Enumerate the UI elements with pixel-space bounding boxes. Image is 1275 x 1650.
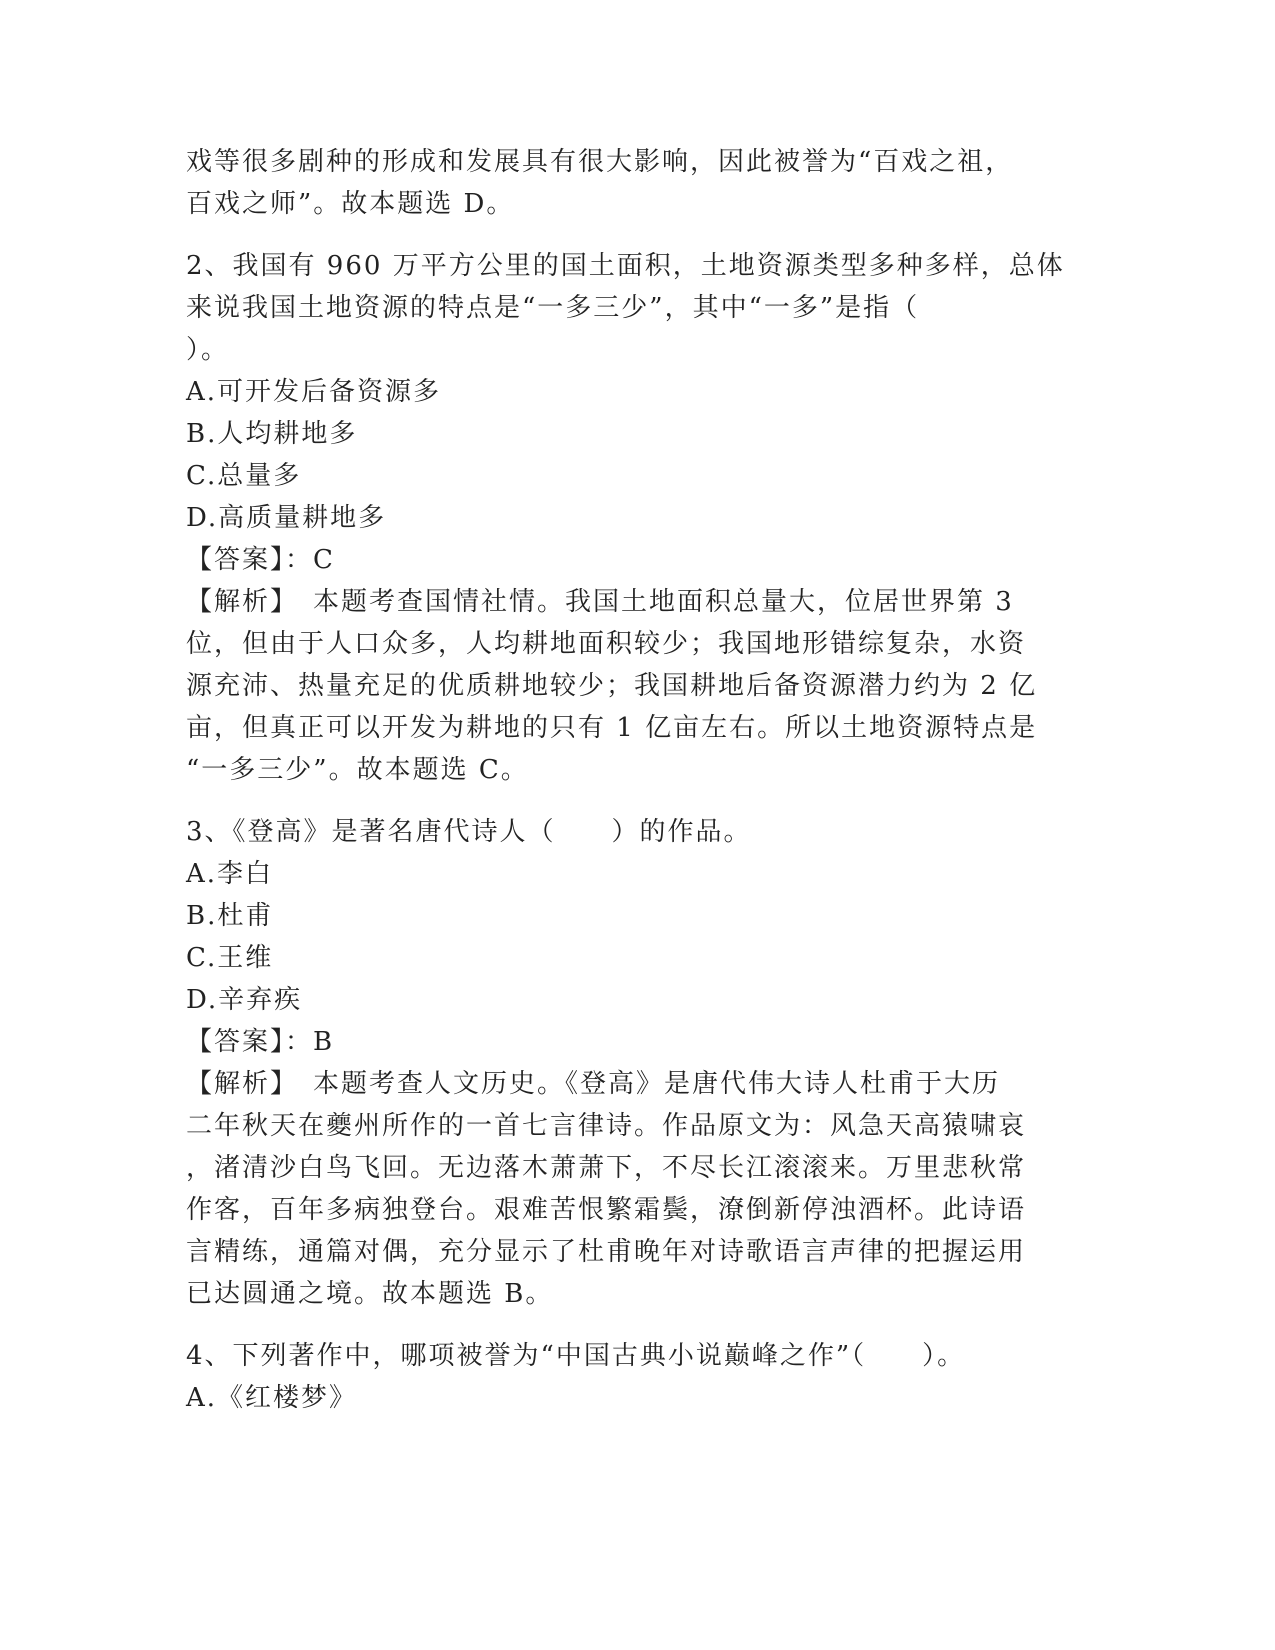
option-b: B.杜甫: [186, 901, 274, 931]
question-2-stem: 来说我国土地资源的特点是“一多三少”，其中“一多”是指（: [186, 293, 920, 323]
question-2-stem: 2、我国有 960 万平方公里的国土面积，土地资源类型多种多样，总体: [186, 251, 1065, 281]
explanation-line: 二年秋天在夔州所作的一首七言律诗。作品原文为：风急天高猿啸哀: [186, 1111, 1027, 1141]
explanation-line: 作客，百年多病独登台。艰难苦恨繁霜鬓，潦倒新停浊酒杯。此诗语: [186, 1195, 1027, 1225]
option-a: A.李白: [186, 859, 274, 889]
question-3-stem: 3、《登高》是著名唐代诗人（ ）的作品。: [186, 817, 752, 847]
option-b: B.人均耕地多: [186, 419, 358, 449]
option-a: A.《红楼梦》: [186, 1383, 358, 1413]
question-4-stem: 4、下列著作中，哪项被誉为“中国古典小说巅峰之作”（ ）。: [186, 1341, 966, 1371]
explanation-line: ，渚清沙白鸟飞回。无边落木萧萧下，不尽长江滚滚来。万里悲秋常: [186, 1153, 1027, 1183]
question-2-stem: ）。: [186, 335, 230, 365]
explanation-line: 亩，但真正可以开发为耕地的只有 1 亿亩左右。所以土地资源特点是: [186, 713, 1038, 743]
explanation-line: 已达圆通之境。故本题选 B。: [186, 1279, 554, 1309]
explanation-line: 【解析】 本题考查国情社情。我国土地面积总量大，位居世界第 3: [186, 587, 1014, 617]
text-line: 戏等很多剧种的形成和发展具有很大影响，因此被誉为“百戏之祖，: [186, 147, 1014, 177]
answer-line: 【答案】：C: [186, 545, 335, 575]
explanation-line: “一多三少”。故本题选 C。: [186, 755, 529, 785]
option-d: D.高质量耕地多: [186, 503, 387, 533]
text-line: 百戏之师”。故本题选 D。: [186, 189, 515, 219]
option-c: C.总量多: [186, 461, 302, 491]
explanation-line: 言精练，通篇对偶，充分显示了杜甫晚年对诗歌语言声律的把握运用: [186, 1237, 1027, 1267]
option-c: C.王维: [186, 943, 274, 973]
explanation-line: 源充沛、热量充足的优质耕地较少；我国耕地后备资源潜力约为 2 亿: [186, 671, 1038, 701]
explanation-line: 位，但由于人口众多，人均耕地面积较少；我国地形错综复杂，水资: [186, 629, 1027, 659]
explanation-line: 【解析】 本题考查人文历史。《登高》是唐代伟大诗人杜甫于大历: [186, 1069, 1001, 1099]
option-d: D.辛弃疾: [186, 985, 303, 1015]
answer-line: 【答案】：B: [186, 1027, 335, 1057]
option-a: A.可开发后备资源多: [186, 377, 442, 407]
